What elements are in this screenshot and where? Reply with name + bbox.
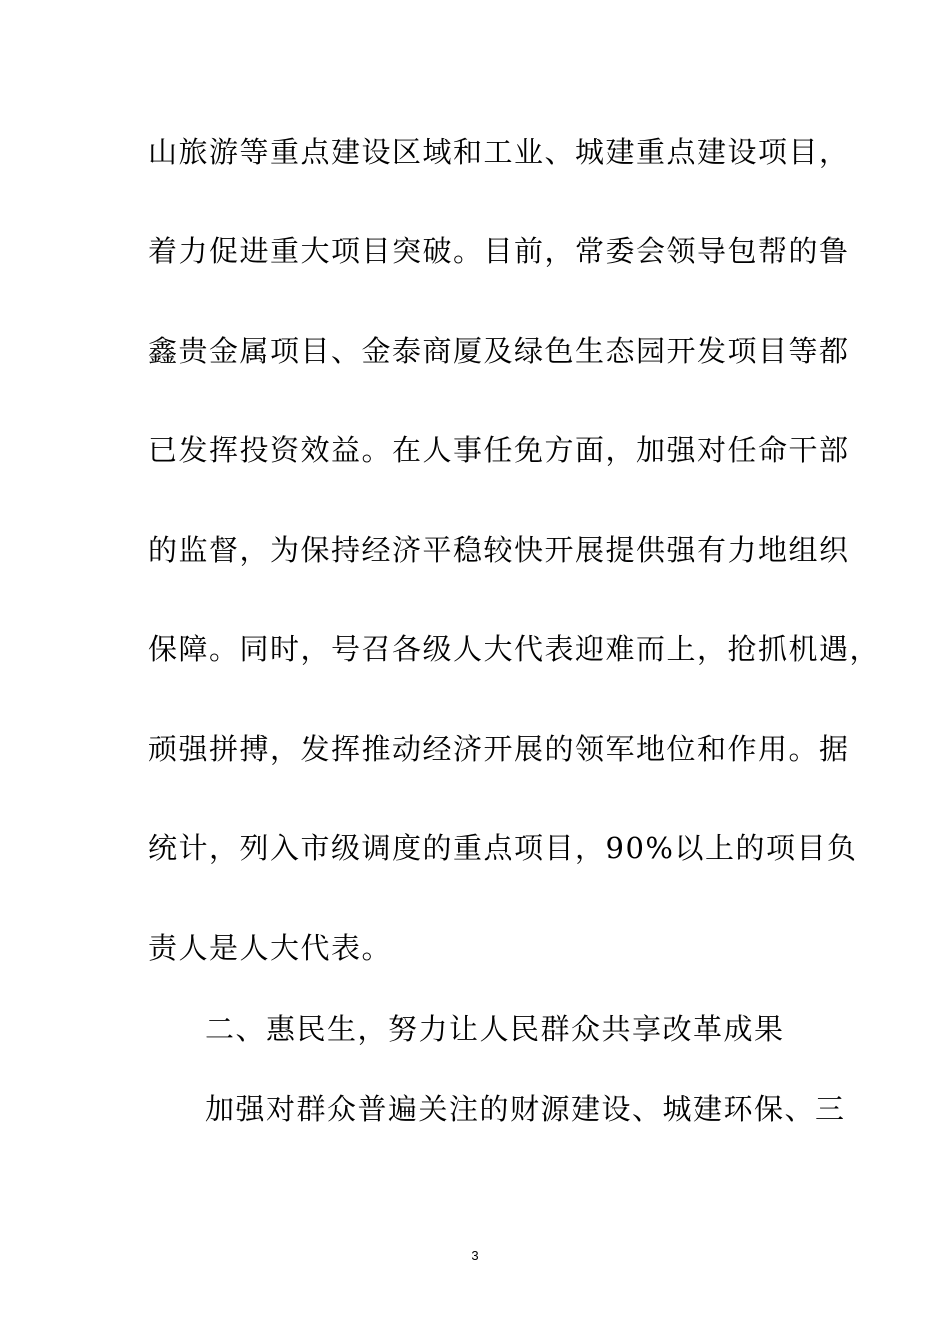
text-line-5: 的监督，为保持经济平稳较快开展提供强有力地组织 (148, 533, 850, 567)
text-line-6: 保障。同时，号召各级人大代表迎难而上，抢抓机遇， (148, 632, 881, 666)
page-number: 3 (471, 1248, 479, 1263)
text-line-2: 着力促进重大项目突破。目前，常委会领导包帮的鲁 (148, 234, 850, 268)
text-line-1: 山旅游等重点建设区域和工业、城建重点建设项目， (148, 135, 850, 169)
text-line-8: 统计，列入市级调度的重点项目，90%以上的项目负 (148, 831, 858, 865)
text-line-4: 已发挥投资效益。在人事任免方面，加强对任命干部 (148, 433, 850, 467)
paragraph-start-line: 加强对群众普遍关注的财源建设、城建环保、三 (205, 1092, 846, 1126)
text-line-3: 鑫贵金属项目、金泰商厦及绿色生态园开发项目等都 (148, 334, 850, 368)
section-heading: 二、惠民生，努力让人民群众共享改革成果 (205, 1012, 785, 1046)
text-line-9: 责人是人大代表。 (148, 931, 393, 965)
text-line-7: 顽强拼搏，发挥推动经济开展的领军地位和作用。据 (148, 732, 850, 766)
